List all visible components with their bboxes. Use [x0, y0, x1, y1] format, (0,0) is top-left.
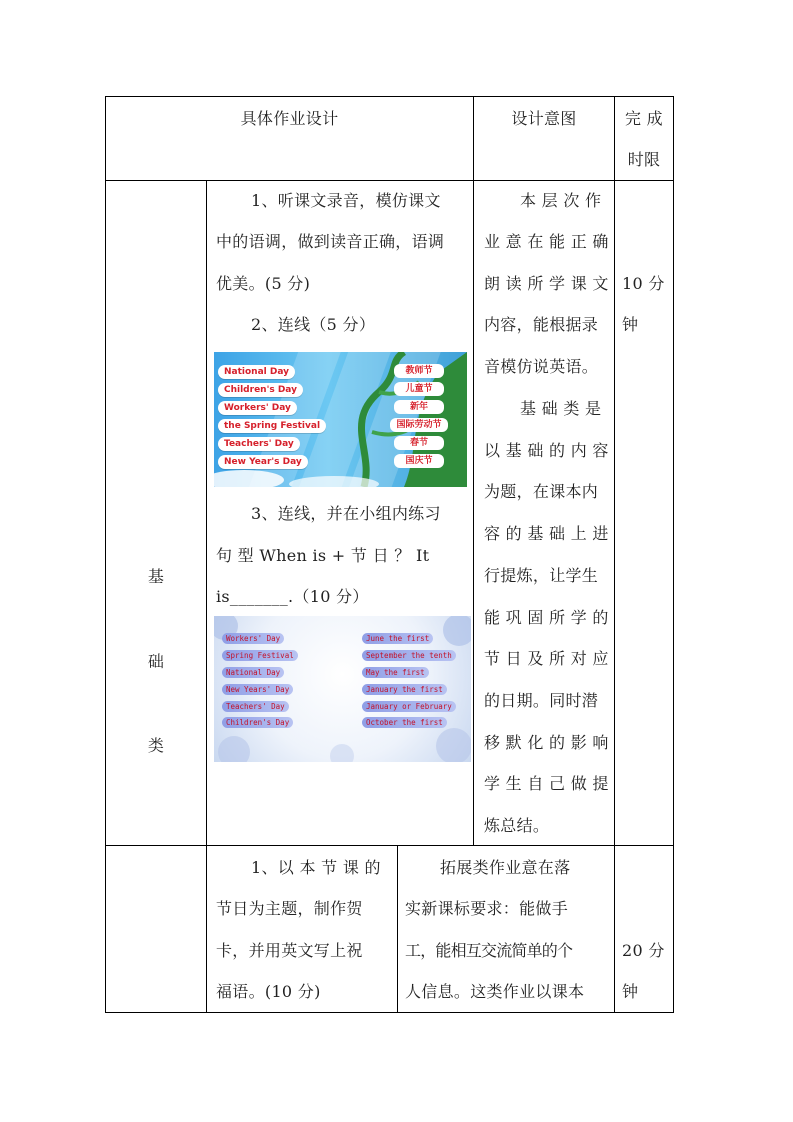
en-label-4: the Spring Festival	[218, 419, 326, 433]
date-right-6: October the first	[362, 717, 447, 728]
date-right-4: January the first	[362, 684, 447, 695]
basic-intent-line-2: 业 意 在 能 正 确	[484, 232, 609, 251]
basic-time-1: 10 分	[622, 274, 665, 293]
festival-left-4: New Years' Day	[222, 684, 293, 695]
festival-left-3: National Day	[222, 667, 284, 678]
extend-time-1: 20 分	[622, 941, 665, 960]
basic-intent-line-9: 容 的 基 础 上 进	[484, 524, 609, 543]
header-intent-title: 设计意图	[511, 109, 577, 128]
festival-left-1: Workers' Day	[222, 633, 284, 644]
extend-task-line-2: 节日为主题，制作贺	[216, 899, 363, 918]
en-label-2: Children's Day	[218, 383, 303, 397]
basic-intent-line-11: 能 巩 固 所 学 的	[484, 608, 609, 627]
col-divider-intent-lower	[397, 845, 398, 1013]
basic-intent-line-6: 基 础 类 是	[520, 399, 602, 418]
basic-intent-line-4: 内容，能根据录	[484, 315, 599, 334]
basic-intent-line-14: 移 默 化 的 影 响	[484, 733, 609, 752]
basic-task1-line2: 中的语调，做到读音正确，语调	[216, 232, 445, 251]
extend-task-line-1: 1、以 本 节 课 的	[251, 858, 381, 877]
table-border-top	[105, 96, 674, 97]
date-right-3: May the first	[362, 667, 429, 678]
cn-label-6: 国庆节	[394, 454, 444, 468]
date-right-1: June the first	[362, 633, 433, 644]
category-basic-char-2: 础	[147, 652, 165, 671]
date-right-2: September the tenth	[362, 650, 456, 661]
en-label-5: Teachers' Day	[218, 437, 300, 451]
extend-task-line-4: 福语。(10 分)	[216, 982, 321, 1001]
festival-left-6: Children's Day	[222, 717, 293, 728]
category-basic-char-1: 基	[147, 567, 165, 586]
cn-label-1: 教师节	[394, 364, 444, 378]
col-divider-category	[206, 180, 207, 1013]
header-time-title-1: 完 成	[625, 109, 663, 128]
category-basic-char-3: 类	[147, 736, 165, 755]
en-label-3: Workers' Day	[218, 401, 297, 415]
festival-left-2: Spring Festival	[222, 650, 298, 661]
date-right-5: January or February	[362, 701, 456, 712]
basic-task3-line2: 句 型 When is + 节 日 ？ It	[216, 546, 430, 565]
basic-intent-line-12: 节 日 及 所 对 应	[484, 649, 609, 668]
basic-intent-line-5: 音模仿说英语。	[484, 357, 599, 376]
extend-intent-line-4: 人信息。这类作业以课本	[405, 982, 585, 1001]
basic-intent-line-10: 行提炼，让学生	[484, 566, 599, 585]
basic-intent-line-15: 学 生 自 己 做 提	[484, 774, 609, 793]
table-border-basic-bottom	[105, 845, 674, 846]
festival-date-matching-picture	[214, 616, 471, 762]
basic-intent-line-1: 本 层 次 作	[520, 191, 602, 210]
festival-left-5: Teachers' Day	[222, 701, 289, 712]
cn-label-4: 国际劳动节	[390, 418, 448, 432]
basic-task1-line1: 1、听课文录音，模仿课文	[251, 191, 441, 210]
basic-time-2: 钟	[622, 315, 639, 334]
extend-time-2: 钟	[622, 982, 639, 1001]
extend-intent-line-2: 实新课标要求：能做手	[405, 899, 569, 918]
en-label-6: New Year's Day	[218, 455, 308, 469]
header-time-title-2: 时限	[627, 150, 661, 169]
basic-intent-line-7: 以 基 础 的 内 容	[484, 441, 609, 460]
basic-intent-line-3: 朗 读 所 学 课 文	[484, 274, 609, 293]
basic-intent-line-16: 炼总结。	[484, 816, 550, 835]
basic-task3-line1: 3、连线，并在小组内练习	[251, 504, 441, 523]
table-border-right	[673, 96, 674, 1013]
festival-matching-picture	[214, 352, 467, 487]
basic-task1-line3: 优美。(5 分)	[216, 274, 311, 293]
cn-label-2: 儿童节	[394, 382, 444, 396]
basic-task3-line3: is_______.（10 分）	[216, 587, 369, 606]
basic-task2: 2、连线（5 分）	[251, 315, 376, 334]
cn-label-5: 春节	[394, 436, 444, 450]
en-label-1: National Day	[218, 365, 295, 379]
col-divider-intent-upper	[473, 96, 474, 846]
col-divider-time	[614, 96, 615, 1013]
extend-task-line-3: 卡，并用英文写上祝	[216, 941, 363, 960]
extend-intent-line-1: 拓展类作业意在落	[440, 858, 571, 877]
basic-intent-line-13: 的日期。同时潜	[484, 691, 599, 710]
header-design-title: 具体作业设计	[240, 109, 339, 128]
basic-intent-line-8: 为题，在课本内	[484, 482, 599, 501]
table-border-left	[105, 96, 106, 1013]
cn-label-3: 新年	[394, 400, 444, 414]
table-border-bottom	[105, 1012, 674, 1013]
extend-intent-line-3: 工，能相互交流简单的个	[405, 941, 573, 960]
